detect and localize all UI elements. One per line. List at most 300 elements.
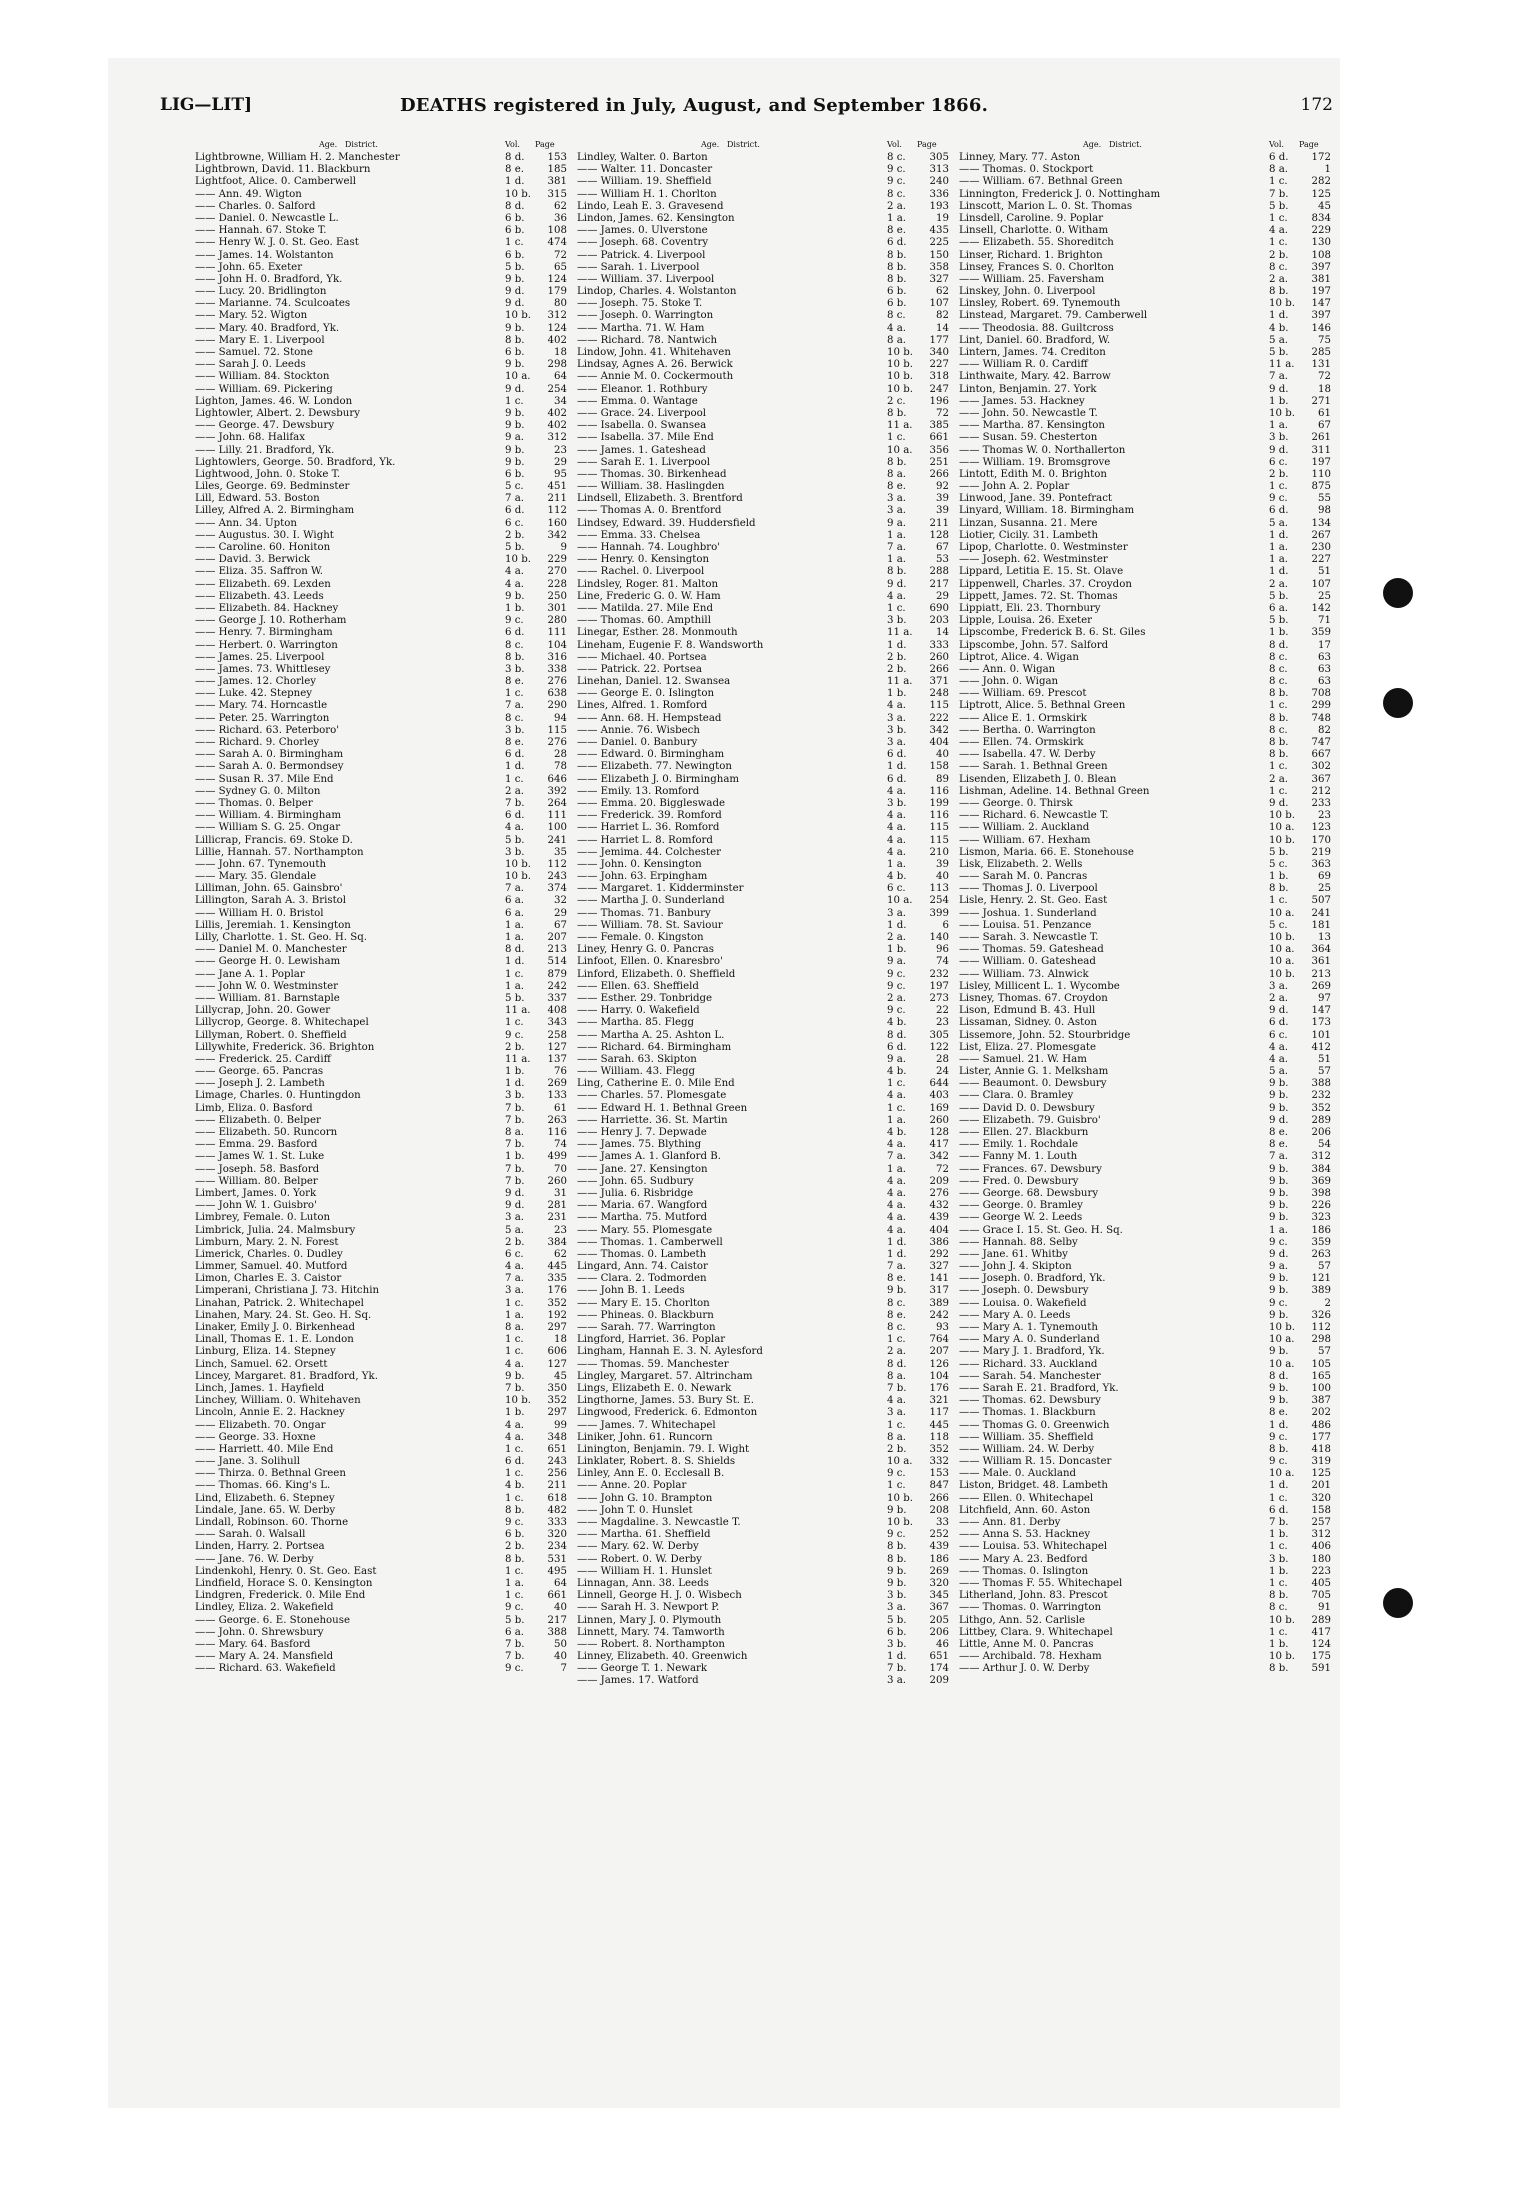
entry-page: 72 bbox=[1318, 371, 1331, 383]
entry-name: Lightowlers, George. 50. Bradford, Yk. bbox=[195, 456, 396, 468]
entry-row bbox=[195, 835, 567, 847]
entry-page: 276 bbox=[929, 1187, 949, 1199]
entry-volume: 1 d. bbox=[1269, 566, 1289, 578]
entry-volume: 8 b. bbox=[887, 273, 907, 285]
entry-volume: 8 b. bbox=[887, 566, 907, 578]
entry-page: 486 bbox=[1311, 1419, 1331, 1431]
entry-volume: 10 a. bbox=[1269, 956, 1295, 968]
entry-volume: 6 d. bbox=[887, 1041, 907, 1053]
entry-page: 153 bbox=[929, 1468, 949, 1480]
entry-volume: 3 a. bbox=[887, 712, 907, 724]
entry-volume: 9 c. bbox=[887, 1468, 906, 1480]
entry-page: 14 bbox=[936, 322, 949, 334]
entry-name: —— William. 81. Barnstaple bbox=[195, 992, 340, 1004]
entry-volume: 1 c. bbox=[505, 1468, 524, 1480]
entry-name: Lindsey, Edward. 39. Huddersfield bbox=[577, 517, 756, 529]
entry-row bbox=[195, 700, 567, 712]
entry-page: 177 bbox=[1311, 1431, 1331, 1443]
entry-page: 177 bbox=[929, 334, 949, 346]
entry-page: 240 bbox=[929, 176, 949, 188]
entry-name: —— William. 19. Bromsgrove bbox=[959, 456, 1111, 468]
entry-name: —— Mary A. 24. Mansfield bbox=[195, 1651, 334, 1663]
entry-name: —— James. 1. Gateshead bbox=[577, 444, 706, 456]
entry-volume: 8 b. bbox=[1269, 1443, 1289, 1455]
entry-row bbox=[577, 615, 949, 627]
entry-row bbox=[577, 1310, 949, 1322]
entry-name: —— Bertha. 0. Warrington bbox=[959, 724, 1096, 736]
entry-row bbox=[577, 1395, 949, 1407]
entry-volume: 6 a. bbox=[1269, 602, 1289, 614]
entry-name: —— Joseph. 58. Basford bbox=[195, 1163, 320, 1175]
entry-page: 321 bbox=[929, 1395, 949, 1407]
entry-page: 432 bbox=[929, 1200, 949, 1212]
entry-volume: 4 a. bbox=[887, 1224, 907, 1236]
entry-row bbox=[959, 1615, 1331, 1627]
entry-volume: 1 d. bbox=[505, 761, 525, 773]
entry-page: 336 bbox=[929, 188, 949, 200]
entry-page: 439 bbox=[929, 1212, 949, 1224]
entry-page: 29 bbox=[936, 590, 949, 602]
entry-volume: 9 b. bbox=[1269, 1346, 1289, 1358]
entry-page: 317 bbox=[929, 1285, 949, 1297]
entry-volume: 10 b. bbox=[1269, 1614, 1295, 1626]
entry-row bbox=[577, 310, 949, 322]
entry-name: —— Richard. 63. Peterboro' bbox=[195, 724, 340, 736]
entry-name: —— Rachel. 0. Liverpool bbox=[577, 566, 705, 578]
entry-row bbox=[195, 664, 567, 676]
entry-page: 361 bbox=[1311, 956, 1331, 968]
entry-name: Ling, Catherine E. 0. Mile End bbox=[577, 1078, 735, 1090]
entry-volume: 8 b. bbox=[505, 334, 525, 346]
entry-page: 197 bbox=[1311, 286, 1331, 298]
entry-page: 388 bbox=[547, 1626, 567, 1638]
entry-name: —— Robert. 0. W. Derby bbox=[577, 1553, 702, 1565]
entry-row bbox=[959, 615, 1331, 627]
entry-row bbox=[959, 274, 1331, 286]
entry-page: 350 bbox=[547, 1382, 567, 1394]
entry-row bbox=[959, 1578, 1331, 1590]
entry-volume: 7 b. bbox=[505, 1102, 525, 1114]
entry-page: 115 bbox=[929, 834, 949, 846]
entry-row bbox=[577, 749, 949, 761]
entry-name: Linyard, William. 18. Birmingham bbox=[959, 505, 1135, 517]
entry-name: Linburg, Eliza. 14. Stepney bbox=[195, 1346, 336, 1358]
entry-name: Lightbrowne, William H. 2. Manchester bbox=[195, 152, 400, 163]
entry-name: —— Lucy. 20. Bridlington bbox=[195, 286, 327, 298]
entry-row bbox=[577, 1261, 949, 1273]
entry-row bbox=[959, 591, 1331, 603]
entry-volume: 1 a. bbox=[1269, 554, 1289, 566]
entry-name: —— Ellen. 0. Whitechapel bbox=[959, 1492, 1094, 1504]
entry-name: —— William. 67. Hexham bbox=[959, 834, 1091, 846]
entry-name: Linall, Thomas E. 1. E. London bbox=[195, 1334, 354, 1346]
entry-row bbox=[959, 1237, 1331, 1249]
entry-row bbox=[959, 1334, 1331, 1346]
entry-name: —— George. 68. Dewsbury bbox=[959, 1187, 1099, 1199]
entry-page: 289 bbox=[1311, 1614, 1331, 1626]
entry-page: 651 bbox=[547, 1443, 567, 1455]
entry-volume: 2 a. bbox=[887, 1346, 907, 1358]
entry-volume: 11 a. bbox=[887, 420, 913, 432]
entry-volume: 8 b. bbox=[1269, 737, 1289, 748]
entry-page: 312 bbox=[547, 310, 567, 322]
entry-row bbox=[959, 1627, 1331, 1639]
entry-name: —— Beaumont. 0. Dewsbury bbox=[959, 1078, 1107, 1090]
entry-row bbox=[959, 530, 1331, 542]
entry-row bbox=[577, 286, 949, 298]
entry-row bbox=[577, 1590, 949, 1602]
entry-name: —— William H. 1. Chorlton bbox=[577, 188, 717, 200]
entry-name: —— Thomas F. 55. Whitechapel bbox=[959, 1577, 1123, 1589]
entry-row bbox=[959, 1493, 1331, 1505]
entry-volume: 4 a. bbox=[887, 1090, 907, 1102]
entry-volume: 9 b. bbox=[505, 407, 525, 419]
entry-name: Lill, Edward. 53. Boston bbox=[195, 493, 320, 505]
entry-row bbox=[959, 1444, 1331, 1456]
entry-name: —— Jemima. 44. Colchester bbox=[577, 846, 721, 858]
entry-page: 230 bbox=[1311, 542, 1331, 553]
entry-row bbox=[195, 1663, 567, 1675]
entry-row bbox=[959, 1017, 1331, 1029]
entry-name: Lillington, Sarah A. 3. Bristol bbox=[195, 895, 347, 907]
entry-row bbox=[577, 1480, 949, 1492]
entry-row bbox=[577, 1188, 949, 1200]
entry-page: 387 bbox=[1311, 1395, 1331, 1407]
entry-page: 211 bbox=[547, 1480, 567, 1492]
entry-name: —— Mary A. 0. Sunderland bbox=[959, 1334, 1100, 1346]
entry-name: —— Mary A. 0. Leeds bbox=[959, 1309, 1071, 1321]
entry-volume: 5 b. bbox=[1269, 615, 1289, 627]
entry-volume: 10 b. bbox=[887, 383, 913, 395]
entry-volume: 5 b. bbox=[1269, 200, 1289, 212]
entry-volume: 8 b. bbox=[1269, 883, 1289, 895]
entry-page: 134 bbox=[1311, 517, 1331, 529]
entry-name: —— Jane A. 1. Poplar bbox=[195, 968, 305, 980]
entry-row bbox=[959, 969, 1331, 981]
entry-name: —— Luke. 42. Stepney bbox=[195, 688, 313, 700]
entry-page: 61 bbox=[1318, 407, 1331, 419]
entry-volume: 8 b. bbox=[887, 456, 907, 468]
entry-volume: 10 b. bbox=[887, 1492, 913, 1504]
heading-age: Age. bbox=[701, 140, 720, 149]
entry-name: —— Richard. 33. Auckland bbox=[959, 1358, 1098, 1370]
entry-name: —— William. 69. Prescot bbox=[959, 688, 1087, 700]
entry-volume: 10 b. bbox=[1269, 1322, 1295, 1333]
entry-name: —— Joseph J. 2. Lambeth bbox=[195, 1078, 325, 1090]
entry-volume: 8 d. bbox=[1269, 639, 1289, 651]
entry-row bbox=[577, 274, 949, 286]
entry-name: —— Annie M. 0. Cockermouth bbox=[577, 371, 734, 383]
entry-row bbox=[577, 1675, 949, 1687]
entry-volume: 5 b. bbox=[505, 261, 525, 273]
entry-page: 57 bbox=[1318, 1066, 1331, 1078]
entry-name: —— Thomas. 30. Birkenhead bbox=[577, 468, 727, 480]
entry-name: —— Ann. 68. H. Hempstead bbox=[577, 712, 722, 724]
entry-name: Lintott, Edith M. 0. Brighton bbox=[959, 468, 1107, 480]
entry-name: Lindenkohl, Henry. 0. St. Geo. East bbox=[195, 1565, 377, 1577]
entry-row bbox=[577, 1517, 949, 1529]
entry-volume: 4 a. bbox=[505, 822, 525, 834]
heading-page: Page bbox=[917, 140, 937, 149]
entry-row bbox=[195, 1651, 567, 1663]
entry-page: 264 bbox=[547, 797, 567, 809]
entry-volume: 1 b. bbox=[1269, 871, 1289, 883]
entry-volume: 3 a. bbox=[887, 505, 907, 517]
entry-row bbox=[577, 895, 949, 907]
entry-name: —— Male. 0. Auckland bbox=[959, 1468, 1077, 1480]
entry-page: 359 bbox=[1311, 627, 1331, 639]
entry-name: —— Martha A. 25. Ashton L. bbox=[577, 1029, 725, 1041]
entry-name: Lindgren, Frederick. 0. Mile End bbox=[195, 1590, 366, 1602]
entry-page: 748 bbox=[1311, 712, 1331, 724]
entry-volume: 3 a. bbox=[887, 1602, 907, 1614]
entry-name: —— Henry. 0. Kensington bbox=[577, 554, 710, 566]
entry-volume: 6 d. bbox=[505, 749, 525, 761]
entry-volume: 11 a. bbox=[887, 627, 913, 639]
entry-page: 399 bbox=[929, 907, 949, 919]
entry-volume: 9 d. bbox=[1269, 383, 1289, 395]
entry-name: —— Mary. 62. W. Derby bbox=[577, 1541, 699, 1553]
entry-row bbox=[577, 1663, 949, 1675]
entry-page: 412 bbox=[1311, 1041, 1331, 1053]
entry-page: 205 bbox=[929, 1614, 949, 1626]
entry-row bbox=[959, 737, 1331, 749]
entry-name: —— Maria. 67. Wangford bbox=[577, 1200, 708, 1212]
entry-row bbox=[195, 786, 567, 798]
entry-name: Lippenwell, Charles. 37. Croydon bbox=[959, 578, 1132, 590]
entry-row bbox=[959, 1395, 1331, 1407]
entry-row bbox=[577, 908, 949, 920]
entry-volume: 1 c. bbox=[1269, 1492, 1288, 1504]
entry-row bbox=[195, 408, 567, 420]
entry-volume: 8 c. bbox=[887, 310, 906, 322]
entry-page: 127 bbox=[547, 1358, 567, 1370]
entry-volume: 8 a. bbox=[887, 1431, 907, 1443]
entry-name: Lipscombe, Frederick B. 6. St. Giles bbox=[959, 627, 1146, 639]
entry-name: —— Joshua. 1. Sunderland bbox=[959, 907, 1097, 919]
entry-row bbox=[959, 1139, 1331, 1151]
entry-name: Lingham, Hannah E. 3. N. Aylesford bbox=[577, 1346, 763, 1358]
entry-row bbox=[577, 164, 949, 176]
entry-name: —— George. 0. Bramley bbox=[959, 1200, 1083, 1212]
entry-row bbox=[577, 713, 949, 725]
entry-row bbox=[195, 1127, 567, 1139]
entry-row bbox=[959, 286, 1331, 298]
entry-page: 243 bbox=[547, 1456, 567, 1468]
entry-name: —— Ellen. 27. Blackburn bbox=[959, 1127, 1089, 1138]
entry-name: —— Alice E. 1. Ormskirk bbox=[959, 712, 1087, 724]
entry-page: 124 bbox=[1311, 1638, 1331, 1650]
entry-row bbox=[195, 566, 567, 578]
entry-page: 299 bbox=[1311, 700, 1331, 712]
entry-page: 474 bbox=[547, 237, 567, 249]
entry-page: 165 bbox=[1311, 1370, 1331, 1382]
entry-volume: 9 b. bbox=[887, 1577, 907, 1589]
entry-row bbox=[959, 1322, 1331, 1334]
entry-page: 364 bbox=[1311, 944, 1331, 956]
entry-row bbox=[959, 1310, 1331, 1322]
entry-name: Lison, Edmund B. 43. Hull bbox=[959, 1005, 1096, 1017]
entry-volume: 1 c. bbox=[887, 1102, 906, 1114]
entry-row bbox=[577, 323, 949, 335]
entry-page: 342 bbox=[547, 529, 567, 541]
entry-row bbox=[959, 1078, 1331, 1090]
entry-volume: 1 d. bbox=[505, 176, 525, 188]
entry-volume: 6 a. bbox=[505, 907, 525, 919]
entry-name: Linch, Samuel. 62. Orsett bbox=[195, 1358, 328, 1370]
entry-name: —— Thomas. 59. Manchester bbox=[577, 1358, 729, 1370]
entry-page: 23 bbox=[554, 444, 567, 456]
entry-name: —— Louisa. 53. Whitechapel bbox=[959, 1541, 1108, 1553]
entry-volume: 8 c. bbox=[1269, 663, 1288, 675]
entry-page: 19 bbox=[936, 212, 949, 224]
entry-page: 115 bbox=[929, 822, 949, 834]
entry-row bbox=[195, 713, 567, 725]
entry-page: 333 bbox=[547, 1517, 567, 1528]
entry-row bbox=[959, 627, 1331, 639]
entry-name: —— Joseph. 68. Coventry bbox=[577, 237, 709, 249]
entry-page: 108 bbox=[1311, 249, 1331, 261]
entry-page: 13 bbox=[1318, 932, 1331, 943]
entry-volume: 1 d. bbox=[1269, 1419, 1289, 1431]
entry-page: 269 bbox=[1311, 980, 1331, 992]
entry-row bbox=[959, 213, 1331, 225]
entry-page: 172 bbox=[1311, 152, 1331, 163]
entry-name: Lint, Daniel. 60. Bradford, W. bbox=[959, 334, 1111, 346]
entry-page: 638 bbox=[547, 688, 567, 700]
entry-volume: 2 b. bbox=[505, 1041, 525, 1053]
entry-page: 439 bbox=[929, 1541, 949, 1553]
entry-name: —— Jane. 27. Kensington bbox=[577, 1163, 708, 1175]
entry-page: 179 bbox=[547, 286, 567, 298]
entry-row bbox=[195, 1359, 567, 1371]
entry-name: —— John B. 1. Leeds bbox=[577, 1285, 685, 1297]
entry-volume: 10 a. bbox=[1269, 822, 1295, 834]
entry-volume: 5 b. bbox=[505, 542, 525, 553]
entry-page: 64 bbox=[554, 371, 567, 383]
entry-page: 223 bbox=[1311, 1565, 1331, 1577]
entry-volume: 9 d. bbox=[1269, 444, 1289, 456]
entry-row bbox=[577, 201, 949, 213]
entry-name: —— Sarah. 3. Newcastle T. bbox=[959, 932, 1099, 943]
entry-volume: 10 b. bbox=[1269, 1651, 1295, 1663]
entry-volume: 6 d. bbox=[1269, 1017, 1289, 1029]
entry-row bbox=[195, 1103, 567, 1115]
entry-name: Lissemore, John. 52. Stourbridge bbox=[959, 1029, 1131, 1041]
entry-row bbox=[959, 1529, 1331, 1541]
entry-row bbox=[577, 457, 949, 469]
entry-name: Line, Frederic G. 0. W. Ham bbox=[577, 590, 721, 602]
entry-row bbox=[959, 664, 1331, 676]
entry-volume: 9 d. bbox=[1269, 1248, 1289, 1260]
entry-volume: 8 b. bbox=[1269, 712, 1289, 724]
entry-row bbox=[959, 1456, 1331, 1468]
entry-volume: 3 b. bbox=[1269, 432, 1289, 444]
entry-row bbox=[577, 993, 949, 1005]
entry-page: 158 bbox=[1311, 1504, 1331, 1516]
entry-name: —— William R. 15. Doncaster bbox=[959, 1456, 1112, 1468]
entry-name: Limb, Eliza. 0. Basford bbox=[195, 1102, 313, 1114]
entry-row bbox=[577, 956, 949, 968]
entry-volume: 4 a. bbox=[505, 1431, 525, 1443]
entry-page: 91 bbox=[1318, 1602, 1331, 1614]
entry-page: 197 bbox=[929, 980, 949, 992]
entry-page: 208 bbox=[929, 1504, 949, 1516]
entry-name: Linahan, Patrick. 2. Whitechapel bbox=[195, 1297, 364, 1309]
entry-page: 281 bbox=[547, 1200, 567, 1212]
entry-page: 40 bbox=[936, 749, 949, 761]
entry-row bbox=[959, 359, 1331, 371]
entry-row bbox=[577, 1651, 949, 1663]
entry-page: 24 bbox=[936, 1066, 949, 1078]
entry-volume: 5 b. bbox=[887, 1614, 907, 1626]
entry-name: Lincey, Margaret. 81. Bradford, Yk. bbox=[195, 1370, 378, 1382]
entry-name: Linnell, George H. J. 0. Wisbech bbox=[577, 1590, 742, 1602]
entry-page: 254 bbox=[547, 383, 567, 395]
entry-row bbox=[195, 213, 567, 225]
entry-volume: 10 b. bbox=[887, 1517, 913, 1528]
entry-volume: 9 d. bbox=[1269, 797, 1289, 809]
entry-name: —— James. 73. Whittlesey bbox=[195, 663, 331, 675]
entry-row bbox=[577, 1151, 949, 1163]
entry-row bbox=[577, 1042, 949, 1054]
entry-name: —— Sarah. 1. Liverpool bbox=[577, 261, 700, 273]
heading-vol: Vol. bbox=[1269, 140, 1284, 149]
entry-volume: 10 a. bbox=[1269, 907, 1295, 919]
entry-page: 64 bbox=[554, 1577, 567, 1589]
entry-name: Linsdell, Caroline. 9. Poplar bbox=[959, 212, 1104, 224]
entry-row bbox=[195, 176, 567, 188]
entry-row bbox=[577, 1505, 949, 1517]
entry-volume: 6 c. bbox=[1269, 456, 1288, 468]
entry-volume: 1 c. bbox=[887, 1419, 906, 1431]
entry-row bbox=[195, 286, 567, 298]
entry-page: 369 bbox=[1311, 1175, 1331, 1187]
entry-row bbox=[577, 1420, 949, 1432]
entry-volume: 1 a. bbox=[505, 919, 525, 931]
entry-volume: 1 d. bbox=[1269, 1480, 1289, 1492]
entry-row bbox=[577, 835, 949, 847]
entry-page: 150 bbox=[929, 249, 949, 261]
entry-volume: 1 a. bbox=[887, 554, 907, 566]
entry-volume: 10 b. bbox=[1269, 932, 1295, 943]
entry-row bbox=[195, 737, 567, 749]
entry-row bbox=[959, 566, 1331, 578]
entry-row bbox=[959, 1030, 1331, 1042]
entry-row bbox=[577, 347, 949, 359]
entry-row bbox=[959, 688, 1331, 700]
entry-name: —— George E. 0. Islington bbox=[577, 688, 715, 700]
entry-row bbox=[577, 847, 949, 859]
entry-page: 217 bbox=[929, 578, 949, 590]
entry-row bbox=[195, 1310, 567, 1322]
entry-name: —— Harriette. 36. St. Martin bbox=[577, 1114, 728, 1126]
entry-volume: 9 b. bbox=[505, 359, 525, 371]
entry-volume: 6 d. bbox=[505, 505, 525, 517]
entry-name: Lingford, Harriet. 36. Poplar bbox=[577, 1334, 726, 1346]
entry-page: 75 bbox=[1318, 334, 1331, 346]
entry-page: 495 bbox=[547, 1565, 567, 1577]
entry-page: 97 bbox=[1318, 992, 1331, 1004]
entry-page: 451 bbox=[547, 481, 567, 493]
entry-page: 39 bbox=[936, 505, 949, 517]
entry-row bbox=[195, 1493, 567, 1505]
entry-page: 233 bbox=[1311, 797, 1331, 809]
entry-page: 9 bbox=[560, 542, 567, 553]
entry-row bbox=[195, 944, 567, 956]
entry-name: —— Sarah. 0. Walsall bbox=[195, 1529, 306, 1541]
entry-name: —— Ann. 81. Derby bbox=[959, 1517, 1061, 1528]
